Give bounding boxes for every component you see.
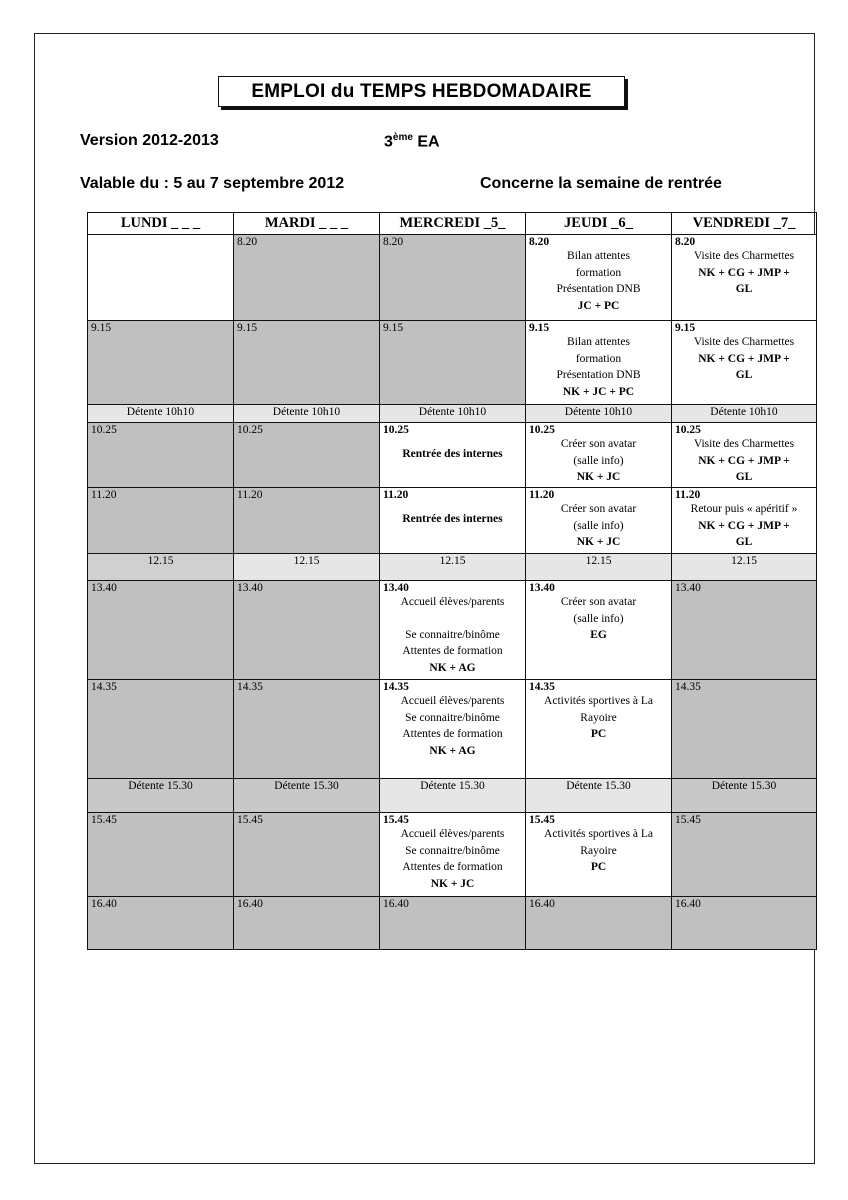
day-header: VENDREDI _7_ — [672, 213, 817, 235]
timetable-cell: 11.20 Retour puis « apéritif » NK + CG + JMP + GL — [672, 488, 817, 554]
timetable-cell: 16.40 — [234, 897, 380, 950]
timetable-cell: 10.25 Visite des Charmettes NK + CG + JMP + GL — [672, 423, 817, 488]
timetable-cell: 11.20 — [88, 488, 234, 554]
timetable-cell: 13.40 Créer son avatar (salle info) EG — [526, 581, 672, 680]
day-header: LUNDI _ _ _ — [88, 213, 234, 235]
lunch-cell: 12.15 — [380, 554, 526, 581]
timetable-cell: 13.40 — [234, 581, 380, 680]
timetable-cell: 9.15 — [380, 321, 526, 405]
timetable-cell: 9.15 — [234, 321, 380, 405]
timetable-cell: 8.20 — [380, 235, 526, 321]
timetable-cell: 10.25 — [88, 423, 234, 488]
version-label: Version 2012-2013 — [80, 132, 219, 149]
timetable-cell: 13.40 — [672, 581, 817, 680]
timetable-cell: 8.20 Visite des Charmettes NK + CG + JMP + GL — [672, 235, 817, 321]
break-cell: Détente 15.30 — [526, 779, 672, 813]
timetable-cell: 14.35 Accueil élèves/parents Se connaitre/binôme Attentes de formation NK + AG — [380, 680, 526, 779]
lunch-cell: 12.15 — [88, 554, 234, 581]
timetable-cell: 15.45 Accueil élèves/parents Se connaitre/binôme Attentes de formation NK + JC — [380, 813, 526, 897]
timetable-cell: 16.40 — [88, 897, 234, 950]
timetable-cell: 11.20 Rentrée des internes — [380, 488, 526, 554]
timetable-cell: 9.15 Bilan attentes formation Présentation DNB NK + JC + PC — [526, 321, 672, 405]
lunch-cell: 12.15 — [526, 554, 672, 581]
break-cell: Détente 15.30 — [234, 779, 380, 813]
timetable-cell: 14.35 — [88, 680, 234, 779]
timetable-cell: 14.35 — [234, 680, 380, 779]
timetable-cell: 8.20 — [234, 235, 380, 321]
timetable-cell: 13.40 Accueil élèves/parents Se connaitre/binôme Attentes de formation NK + AG — [380, 581, 526, 680]
day-header: MARDI _ _ _ — [234, 213, 380, 235]
timetable-cell: 15.45 Activités sportives à La Rayoire PC — [526, 813, 672, 897]
timetable — [87, 212, 817, 950]
timetable-cell: 9.15 — [88, 321, 234, 405]
timetable-cell: 13.40 — [88, 581, 234, 680]
timetable-cell: 14.35 Activités sportives à La Rayoire PC — [526, 680, 672, 779]
class-label: 3ème EA — [384, 132, 440, 151]
week-concern: Concerne la semaine de rentrée — [480, 175, 722, 192]
break-cell: Détente 15.30 — [88, 779, 234, 813]
break-cell: Détente 15.30 — [380, 779, 526, 813]
break-cell: Détente 10h10 — [672, 405, 817, 423]
timetable-cell: 10.25 — [234, 423, 380, 488]
break-cell: Détente 10h10 — [380, 405, 526, 423]
timetable-cell: 11.20 — [234, 488, 380, 554]
timetable-cell: 8.20 Bilan attentes formation Présentation DNB JC + PC — [526, 235, 672, 321]
timetable-cell: 16.40 — [526, 897, 672, 950]
day-header: JEUDI _6_ — [526, 213, 672, 235]
break-cell: Détente 15.30 — [672, 779, 817, 813]
lunch-cell: 12.15 — [234, 554, 380, 581]
day-header: MERCREDI _5_ — [380, 213, 526, 235]
timetable-cell: 15.45 — [234, 813, 380, 897]
timetable-cell: 10.25 Créer son avatar (salle info) NK + JC — [526, 423, 672, 488]
timetable-cell: 9.15 Visite des Charmettes NK + CG + JMP + GL — [672, 321, 817, 405]
break-cell: Détente 10h10 — [88, 405, 234, 423]
timetable-cell: 10.25 Rentrée des internes — [380, 423, 526, 488]
timetable-cell: 15.45 — [88, 813, 234, 897]
timetable-cell — [88, 235, 234, 321]
break-cell: Détente 10h10 — [526, 405, 672, 423]
page-title: EMPLOI du TEMPS HEBDOMADAIRE — [218, 76, 625, 107]
valid-dates: Valable du : 5 au 7 septembre 2012 — [80, 175, 345, 192]
timetable-cell: 15.45 — [672, 813, 817, 897]
lunch-cell: 12.15 — [672, 554, 817, 581]
timetable-cell: 14.35 — [672, 680, 817, 779]
timetable-cell: 16.40 — [380, 897, 526, 950]
break-cell: Détente 10h10 — [234, 405, 380, 423]
timetable-cell: 11.20 Créer son avatar (salle info) NK + JC — [526, 488, 672, 554]
timetable-cell: 16.40 — [672, 897, 817, 950]
